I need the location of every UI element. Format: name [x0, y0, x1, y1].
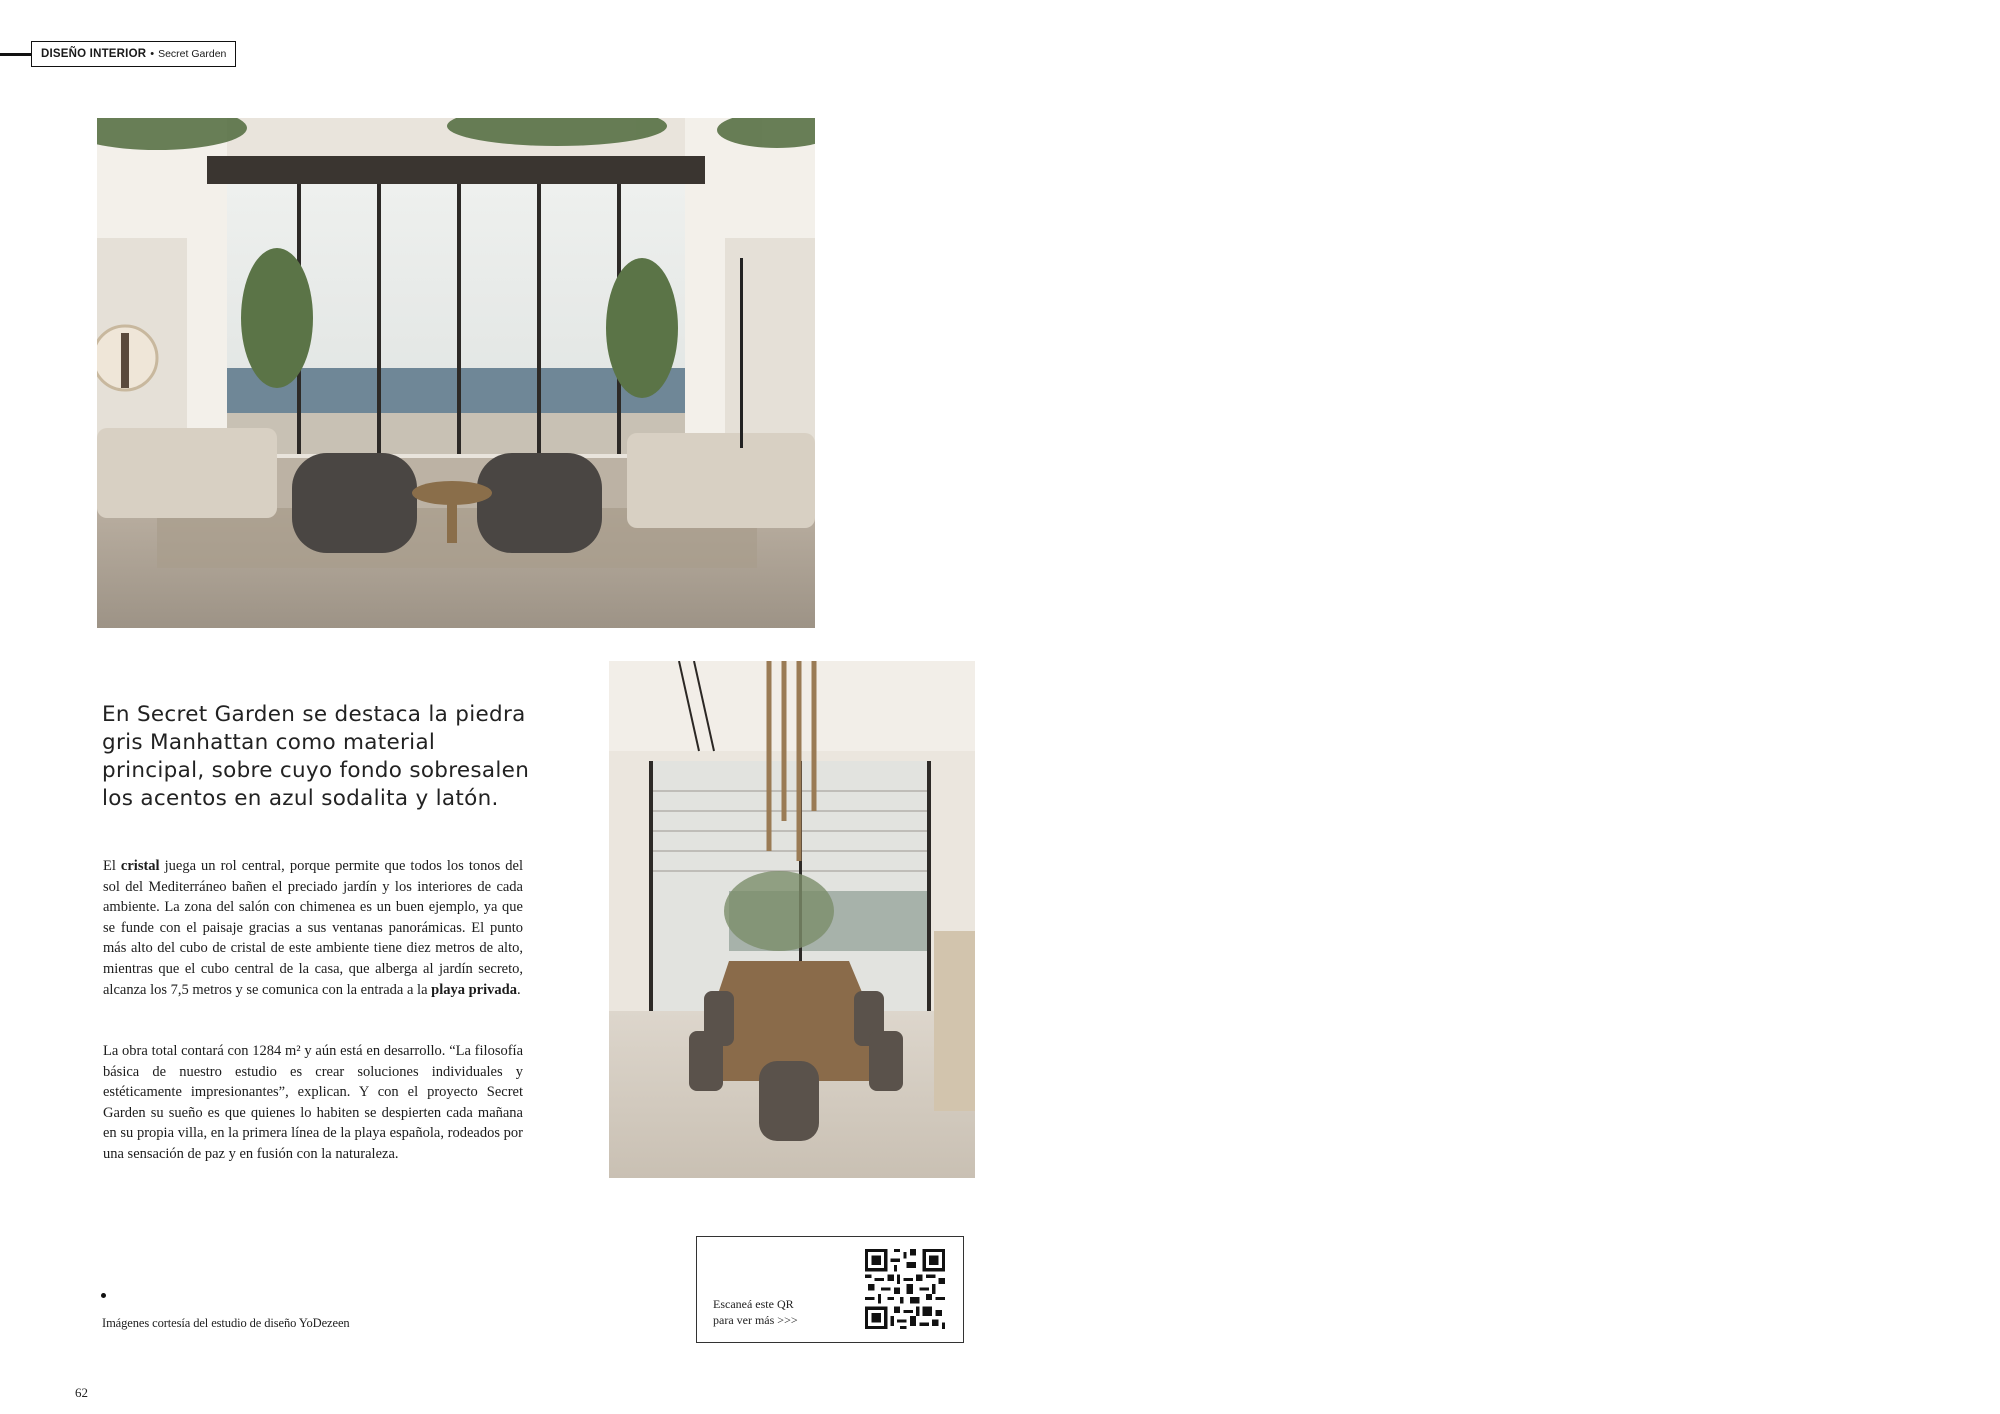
qr-caption [713, 1296, 798, 1328]
paragraph-text: juega un rol central, porque permite que todos los tonos del sol del Mediterráneo bañen el preciado jardín y los interiores de cada ambiente. La zona del salón con chimenea es un buen ejemplo, ya que se funde con el paisaje gracias a sus ventanas panorámicas. El punto más alto del cubo de cristal de este ambiente tiene diez metros de alto, mientras que el cubo central de la casa, que alberga al jardín secreto, alcanza los 7,5 metros y se comunica con la entrada a la [103, 858, 523, 998]
qr-callout[interactable] [696, 1236, 964, 1343]
paragraph-bold-text: cristal [120, 858, 160, 874]
header-separator: • [150, 48, 155, 60]
qr-caption-line: para ver más >>> [713, 1313, 798, 1327]
body-paragraph [103, 856, 523, 1000]
image-credits: Imágenes cortesía del estudio de diseño YoDezeen [102, 1316, 350, 1330]
living-room-photo [97, 118, 815, 628]
body-paragraph: La obra total contará con 1284 m² y aún está en desarrollo. “La filosofía básica de nuestro estudio es crear soluciones individuales y estéticamente impresionantes”, explican. Y con el proyecto Secret Garden su sueño es que quienes lo habiten se despierten cada mañana en su propia villa, en la primera línea de la playa española, rodeados por una sensación de paz y en fusión con la naturaleza. [103, 1043, 523, 1162]
page-number: 62 [75, 1385, 88, 1400]
paragraph-bold-text: playa privada [431, 981, 517, 998]
qr-code-icon[interactable] [865, 1249, 945, 1329]
dining-room-photo [609, 661, 975, 1178]
paragraph-text: El [103, 858, 121, 874]
header-rule [0, 53, 32, 56]
qr-caption-line: Escaneá este QR [713, 1297, 794, 1311]
section-subtitle: Secret Garden [158, 48, 227, 60]
bullet-dot [101, 1293, 106, 1298]
pull-quote: En Secret Garden se destaca la piedra gris Manhattan como material principal, sobre cuyo fondo sobresalen los acentos en azul sodalita y latón. [102, 702, 530, 811]
section-header [31, 41, 236, 67]
section-title: DISEÑO INTERIOR [41, 48, 147, 60]
paragraph-text: . [516, 981, 521, 998]
